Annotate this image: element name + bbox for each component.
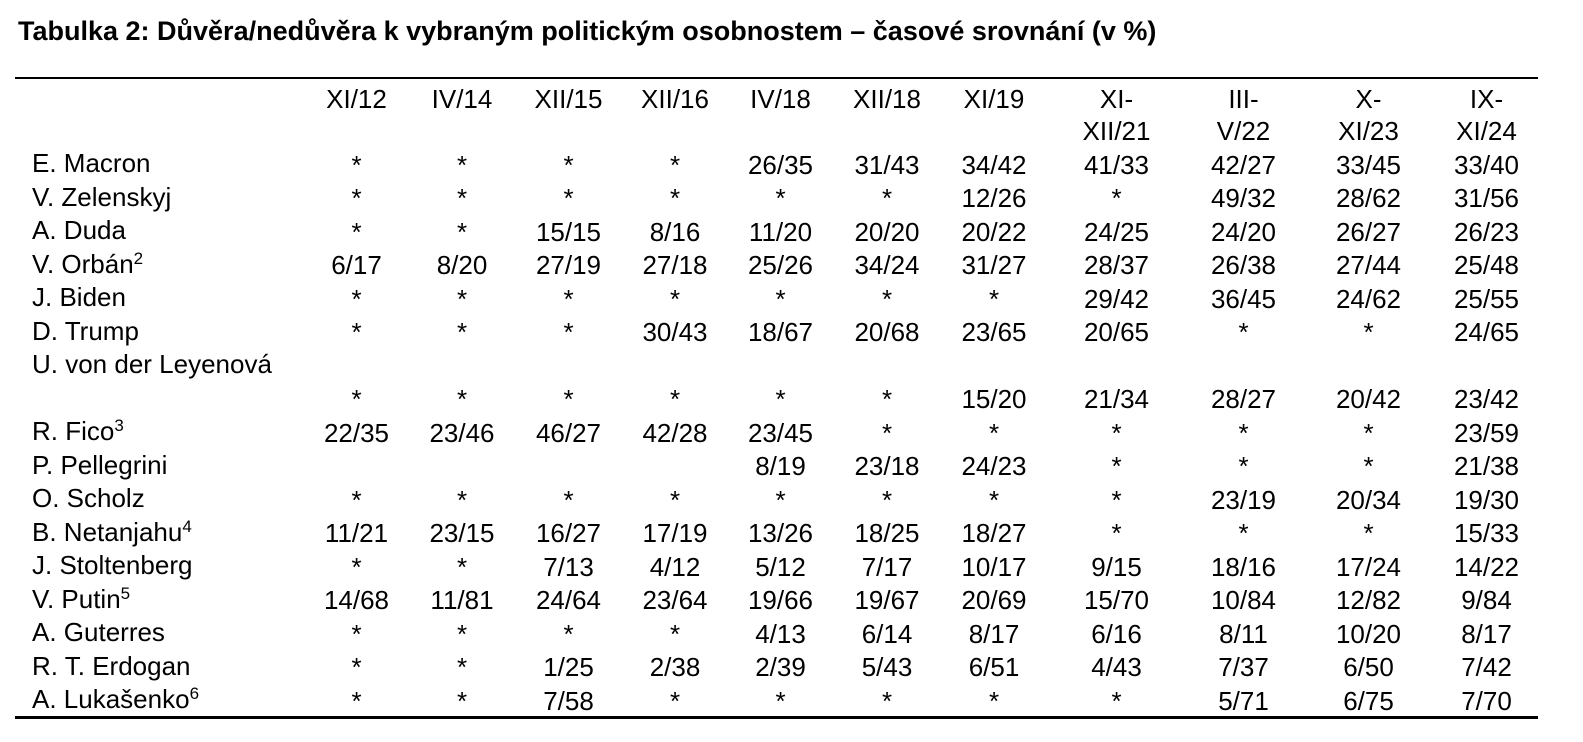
value-cell: 19/66	[747, 585, 814, 615]
value-cell: *	[456, 484, 468, 515]
value-cell: 34/42	[961, 149, 1027, 180]
value-cell: 23/19	[1210, 484, 1277, 515]
value-cell: 18/25	[854, 518, 920, 548]
value-cell: 34/24	[854, 250, 920, 280]
value-cell: 24/20	[1210, 216, 1277, 247]
value-cell: 41/33	[1083, 149, 1150, 180]
value-cell: 46/27	[535, 417, 602, 448]
value-cell: 17/19	[642, 518, 708, 548]
value-cell: *	[669, 484, 681, 515]
value-cell: 24/65	[1453, 317, 1520, 347]
value-cell: 29/42	[1083, 283, 1150, 314]
value-cell: *	[1238, 518, 1249, 548]
value-cell: *	[1363, 417, 1374, 448]
value-cell: 19/30	[1453, 484, 1520, 515]
row-label	[15, 181, 303, 215]
value-cell: *	[1111, 417, 1122, 448]
value-cell: 31/43	[854, 149, 920, 180]
value-cell: 15/70	[1083, 585, 1150, 615]
footnote-marker: 2	[133, 248, 144, 268]
value-cell: 11/21	[324, 518, 389, 548]
politician-name: R. Fico	[32, 416, 115, 446]
value-cell: 8/16	[649, 216, 701, 247]
column-header: XI- XII/21	[1082, 84, 1151, 146]
value-cell: 23/59	[1453, 417, 1520, 448]
value-cell: 22/35	[323, 417, 390, 448]
value-cell: 17/24	[1335, 551, 1402, 582]
table-row	[15, 549, 1538, 583]
table-row	[15, 616, 1538, 650]
value-cell: *	[1111, 451, 1122, 481]
value-cell	[514, 449, 623, 483]
value-cell: *	[988, 484, 1000, 515]
value-cell: 30/43	[642, 317, 708, 347]
value-cell: *	[669, 149, 681, 180]
footnote-marker: 4	[182, 516, 192, 536]
value-cell: *	[456, 618, 468, 649]
column-header: IV/14	[431, 84, 493, 114]
value-cell: 12/82	[1335, 585, 1402, 615]
value-cell: 24/25	[1083, 216, 1150, 247]
value-cell: *	[775, 283, 786, 314]
value-cell: *	[351, 216, 362, 247]
row-label	[15, 549, 303, 583]
politician-name: A. Lukašenko	[32, 684, 190, 714]
value-cell: 20/68	[854, 317, 920, 347]
value-cell: 18/16	[1210, 551, 1277, 582]
politician-name: U. von der Leyenová	[32, 349, 272, 379]
value-cell: 4/13	[755, 618, 806, 649]
value-cell: *	[563, 317, 574, 347]
value-cell: 36/45	[1210, 283, 1277, 314]
value-cell: 5/12	[755, 551, 806, 582]
value-cell: 8/17	[968, 618, 1020, 649]
politician-name: V. Zelenskyj	[32, 181, 172, 212]
value-cell: *	[563, 384, 574, 414]
value-cell: *	[456, 317, 468, 347]
value-cell: *	[351, 551, 362, 582]
value-cell: *	[881, 183, 893, 213]
value-cell: *	[563, 283, 574, 314]
value-cell: *	[669, 685, 681, 716]
value-cell: 42/28	[642, 417, 708, 448]
value-cell: *	[351, 652, 362, 682]
value-cell: 33/40	[1453, 149, 1520, 180]
value-cell	[410, 449, 514, 483]
value-cell: 27/19	[535, 250, 602, 280]
politician-name: A. Guterres	[32, 617, 165, 647]
value-cell: 23/15	[429, 518, 495, 548]
value-cell: *	[456, 551, 468, 582]
value-cell: *	[563, 183, 574, 213]
column-header: XII/15	[534, 84, 603, 114]
value-cell: *	[563, 149, 574, 180]
table-row	[15, 415, 1538, 449]
table-row	[15, 147, 1538, 181]
value-cell: *	[775, 685, 786, 716]
value-cell: *	[563, 484, 574, 515]
value-cell: 6/14	[861, 618, 913, 649]
value-cell: *	[881, 484, 893, 515]
politician-name: J. Biden	[32, 282, 126, 312]
column-header: XII/18	[853, 84, 921, 114]
value-cell: 12/26	[961, 183, 1027, 213]
value-cell: 14/68	[323, 585, 390, 615]
value-cell: *	[351, 685, 362, 716]
value-cell: 24/23	[961, 451, 1027, 481]
value-cell: 26/27	[1335, 216, 1402, 247]
value-cell: 15/20	[961, 384, 1027, 414]
value-cell: *	[988, 685, 1000, 716]
value-cell: 42/27	[1210, 149, 1277, 180]
politician-name: V. Putin	[32, 583, 121, 614]
value-cell: 33/45	[1335, 149, 1402, 180]
value-cell: *	[1111, 518, 1122, 548]
politician-name: A. Duda	[32, 215, 126, 245]
value-cell	[303, 449, 410, 483]
value-cell: *	[881, 283, 893, 314]
value-cell: *	[988, 283, 1000, 314]
value-cell: 14/22	[1453, 551, 1520, 582]
row-label	[15, 583, 303, 617]
value-cell: 5/71	[1218, 685, 1269, 716]
table-row	[15, 214, 1538, 248]
value-cell: *	[456, 283, 468, 314]
value-cell: 26/38	[1210, 250, 1277, 280]
table-row	[15, 516, 1538, 550]
value-cell: 8/19	[755, 451, 806, 481]
value-cell: *	[1111, 183, 1122, 213]
value-cell: 31/27	[961, 250, 1027, 280]
value-cell: 27/18	[642, 250, 708, 280]
value-cell: *	[1238, 417, 1249, 448]
value-cell: 20/69	[961, 585, 1027, 615]
value-cell: 28/62	[1335, 183, 1402, 213]
politician-name: D. Trump	[32, 315, 139, 346]
value-cell: 7/37	[1218, 652, 1269, 682]
value-cell: *	[775, 484, 786, 515]
row-label	[15, 650, 303, 684]
politician-name: B. Netanjahu	[32, 516, 183, 547]
value-cell: *	[775, 384, 786, 414]
value-cell: 6/51	[968, 652, 1020, 682]
value-cell: *	[456, 149, 468, 180]
table-row	[15, 181, 1538, 215]
column-header: IV/18	[750, 84, 811, 114]
value-cell: *	[1363, 451, 1374, 481]
row-label	[15, 214, 303, 248]
table-row	[15, 281, 1538, 315]
value-cell: 15/33	[1453, 518, 1520, 548]
table-row	[15, 248, 1538, 282]
value-cell: *	[456, 685, 468, 716]
table-top-rule	[15, 77, 1538, 79]
column-header: XI/12	[326, 84, 387, 114]
table-row	[15, 683, 1538, 717]
value-cell: *	[351, 384, 362, 414]
row-label	[15, 281, 303, 315]
value-cell: 20/65	[1083, 317, 1150, 347]
politician-name: E. Macron	[32, 148, 151, 178]
value-cell: *	[351, 618, 362, 649]
value-cell: *	[351, 283, 362, 314]
value-cell: 9/15	[1091, 551, 1142, 582]
column-header: XI/19	[963, 84, 1025, 114]
value-cell: 8/11	[1219, 618, 1268, 649]
value-cell: 10/17	[961, 551, 1027, 582]
row-label	[15, 616, 303, 650]
row-label	[15, 315, 303, 349]
value-cell: 6/75	[1343, 685, 1394, 716]
value-cell: 23/45	[747, 417, 814, 448]
row-label	[15, 348, 303, 415]
value-cell: 6/16	[1091, 618, 1142, 649]
value-cell: *	[456, 652, 468, 682]
value-cell: 16/27	[535, 518, 602, 548]
value-cell: 31/56	[1453, 183, 1520, 213]
value-cell: 6/50	[1343, 652, 1394, 682]
table-row	[15, 348, 1538, 415]
politician-name: P. Pellegrini	[32, 449, 168, 480]
value-cell: 23/42	[1453, 384, 1520, 414]
value-cell: 7/42	[1461, 652, 1512, 682]
table-row	[15, 482, 1538, 516]
value-cell: 2/38	[649, 652, 701, 682]
value-cell: 23/65	[961, 317, 1027, 347]
value-cell: *	[456, 216, 468, 247]
value-cell: 4/12	[649, 551, 701, 582]
value-cell: *	[1238, 451, 1249, 481]
value-cell: 7/70	[1461, 685, 1512, 716]
value-cell: 4/43	[1091, 652, 1142, 682]
value-cell: 27/44	[1335, 250, 1402, 280]
value-cell: 10/20	[1335, 618, 1402, 649]
value-cell: *	[988, 417, 1000, 448]
politician-name: R. T. Erdogan	[32, 650, 191, 681]
value-cell: 25/48	[1453, 250, 1520, 280]
trust-table	[15, 83, 1538, 717]
value-cell: 13/26	[747, 518, 814, 548]
column-header: III- V/22	[1216, 84, 1271, 146]
value-cell: *	[669, 183, 681, 213]
table-title: Tabulka 2: Důvěra/nedůvěra k vybraným politickým osobnostem – časové srovnání (v %)	[18, 16, 1157, 46]
table-body	[15, 147, 1538, 717]
value-cell: 7/58	[543, 685, 594, 716]
politician-name: V. Orbán	[32, 248, 134, 279]
value-cell: 24/64	[535, 585, 602, 615]
value-cell: 18/27	[961, 518, 1027, 548]
value-cell: 20/34	[1335, 484, 1402, 515]
footnote-marker: 5	[120, 583, 131, 603]
column-header: IX- XI/24	[1456, 84, 1517, 146]
value-cell: *	[881, 417, 893, 448]
value-cell: *	[669, 283, 681, 314]
column-header: XII/16	[641, 84, 709, 114]
value-cell: 7/13	[543, 551, 594, 582]
value-cell: 49/32	[1210, 183, 1277, 213]
value-cell: 6/17	[331, 250, 382, 280]
table-row	[15, 449, 1538, 483]
value-cell: *	[1363, 518, 1374, 548]
value-cell: 9/84	[1461, 585, 1512, 615]
value-cell: 7/17	[861, 551, 913, 582]
value-cell: *	[351, 484, 362, 515]
value-cell: *	[1238, 317, 1249, 347]
row-label	[15, 147, 303, 181]
value-cell: 23/64	[642, 585, 708, 615]
value-cell: 5/43	[861, 652, 913, 682]
value-cell	[623, 449, 727, 483]
value-cell: *	[881, 384, 893, 414]
value-cell: 18/67	[747, 317, 814, 347]
value-cell: *	[351, 317, 362, 347]
value-cell: 21/38	[1453, 451, 1520, 481]
value-cell: 20/42	[1335, 384, 1402, 414]
value-cell: 24/62	[1335, 283, 1402, 314]
value-cell: 11/81	[430, 585, 494, 615]
table-row	[15, 650, 1538, 684]
column-header: X- XI/23	[1338, 84, 1399, 146]
footnote-marker: 6	[189, 684, 200, 703]
value-cell: *	[456, 384, 468, 414]
value-cell: 23/46	[429, 417, 495, 448]
value-cell: *	[669, 618, 681, 649]
value-cell: *	[351, 183, 362, 213]
table-row	[15, 315, 1538, 349]
value-cell: 21/34	[1083, 384, 1150, 414]
header-cell-empty	[15, 83, 303, 147]
value-cell: *	[351, 149, 362, 180]
politician-name: O. Scholz	[32, 483, 145, 513]
value-cell: 23/18	[854, 451, 920, 481]
value-cell: *	[456, 183, 468, 213]
value-cell: 20/20	[854, 216, 920, 247]
value-cell: 26/23	[1453, 216, 1520, 247]
value-cell: 25/26	[747, 250, 814, 280]
value-cell: 20/22	[961, 216, 1027, 247]
table-bottom-rule	[15, 716, 1538, 719]
value-cell: 28/37	[1083, 250, 1150, 280]
value-cell: 8/20	[436, 250, 488, 280]
value-cell: *	[1111, 484, 1122, 515]
value-cell: *	[775, 183, 786, 213]
row-label	[15, 248, 303, 282]
row-label	[15, 415, 303, 449]
value-cell: *	[881, 685, 893, 716]
row-label	[15, 516, 303, 550]
row-label	[15, 482, 303, 516]
value-cell: 15/15	[535, 216, 602, 247]
row-label	[15, 449, 303, 483]
value-cell: 28/27	[1210, 384, 1277, 414]
value-cell: 2/39	[755, 652, 806, 682]
value-cell: 8/17	[1461, 618, 1512, 649]
politician-name: J. Stoltenberg	[32, 550, 193, 580]
value-cell: 1/25	[543, 652, 594, 682]
table-row	[15, 583, 1538, 617]
value-cell: 26/35	[747, 149, 814, 180]
value-cell: *	[563, 618, 574, 649]
footnote-marker: 3	[114, 416, 124, 435]
value-cell: *	[669, 384, 681, 414]
row-label	[15, 683, 303, 717]
value-cell: 25/55	[1453, 283, 1520, 314]
value-cell: *	[1363, 317, 1374, 347]
value-cell: 10/84	[1210, 585, 1277, 615]
header-row	[15, 83, 1538, 147]
value-cell: *	[1111, 685, 1122, 716]
value-cell: 11/20	[748, 216, 813, 247]
value-cell: 19/67	[854, 585, 920, 615]
